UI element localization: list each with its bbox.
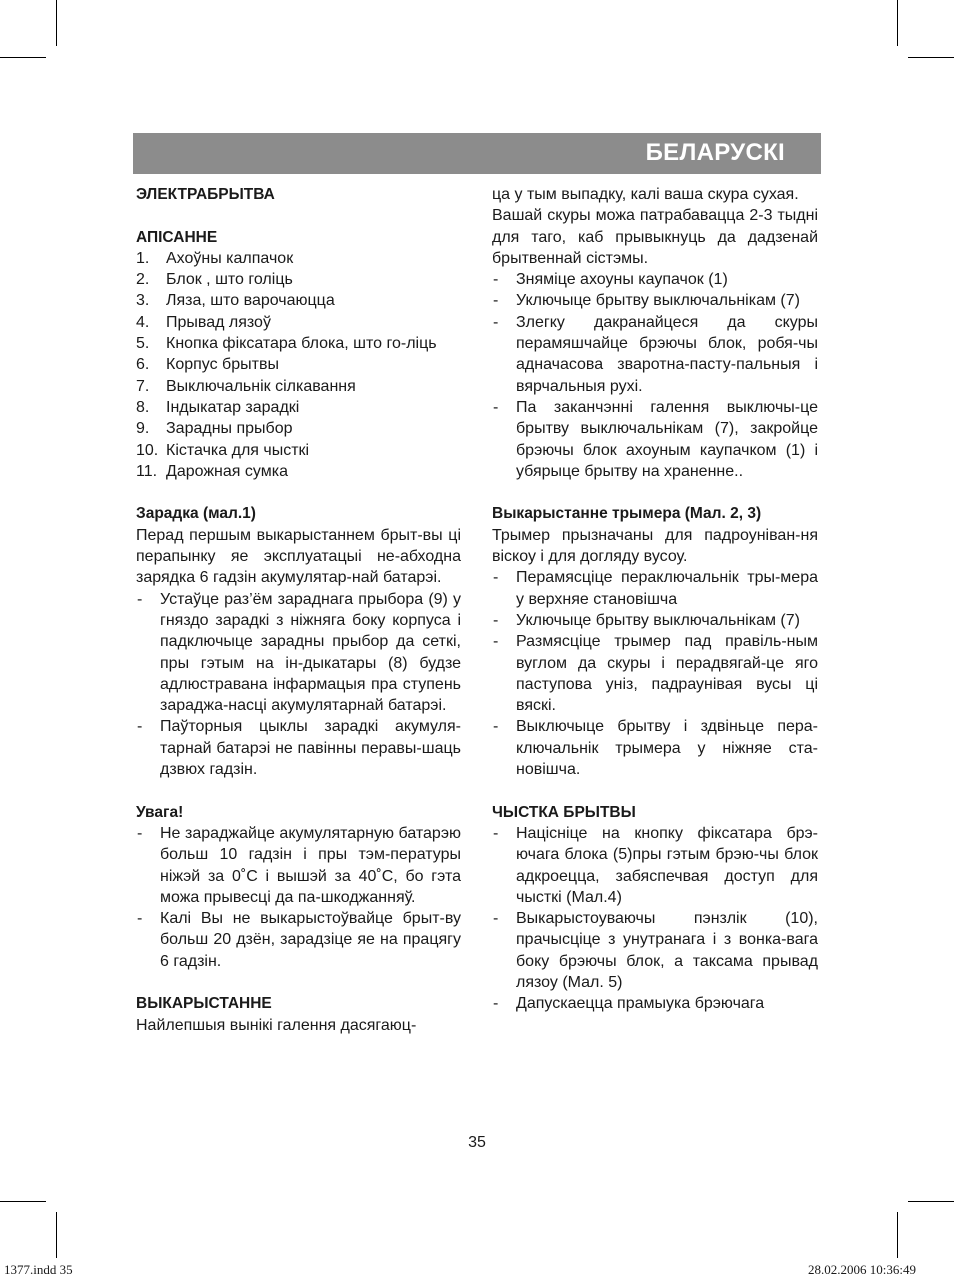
page-number: 35: [468, 1134, 486, 1151]
list-item: - Перамясціце пераключальнік тры-мера у верхняе становішча: [493, 569, 818, 608]
list-item: - Па заканчэнні галення выключы-це брытву выключальнікам (7), закройце брэючы блок ахоуным каупачком (1) і убярыце брытву на храненне..: [493, 398, 818, 480]
list-item: 2. Блок , што голіць: [136, 271, 293, 289]
cleaning-heading: ЧЫСТКА БРЫТВЫ: [492, 803, 636, 821]
list-item: 11. Дарожная сумка: [136, 462, 288, 480]
crop-mark: [56, 1212, 57, 1258]
product-title: ЭЛЕКТРАБРЫТВА: [136, 186, 275, 203]
list-item: - Зняміце ахоуны каупачок (1): [493, 271, 728, 289]
list-item: - Націсніце на кнопку фіксатара брэ-ючага блока (5)пры гэтым брэю-чы блок адкроецца, забяспечвая доступ для чысткі (Мал.4): [493, 824, 818, 906]
list-item: - Уключыце брытву выключальнікам (7): [493, 611, 800, 629]
trimmer-text: Трымер прызначаны для падроуніван-ня віскоу і для догляду вусоу.: [492, 526, 818, 566]
list-item: 5. Кнопка фіксатара блока, што го-ліць: [136, 335, 437, 353]
list-item: - Злегку дакранайцеся да скуры перамяшчайце брэючы блок, робя-чы адначасова зваротна-пасту-пальныя і вярчальныя рухі.: [493, 313, 818, 395]
crop-mark: [908, 57, 954, 58]
language-header: [133, 133, 821, 174]
list-item: - Не зараджайце акумулятарную батарэю больш 10 гадзін і пры тэм-пературы ніжэй за 0˚С і вышэй за 40˚С, бо гэта можа прывесці да па-шкоджанняў.: [137, 824, 461, 906]
charging-heading: Зарадка (мал.1): [136, 505, 256, 523]
use-text-2: Вашай скуры можа патрабавацца 2-3 тыдні для таго, каб прывыкнуць да дадзенай брытвеннай сістэмы.: [492, 207, 818, 267]
list-item: 10. Кістачка для чысткі: [136, 441, 310, 459]
charging-text: Перад першым выкарыстаннем брыт-вы ці перапынку яе эксплуатацыі не-абходна зарядка 6 гадзін акумулятар-най батарэі.: [136, 526, 461, 587]
crop-mark: [908, 1201, 954, 1202]
file-slug: 1377.indd 35: [4, 1262, 73, 1277]
list-item: 9. Зарадны прыбор: [136, 420, 293, 438]
trimmer-heading: Выкарыстанне трымера (Мал. 2, 3): [492, 505, 762, 523]
use-text-continued: ца у тым выпадку, калі ваша скура сухая.: [492, 186, 799, 203]
list-item: - Выкарыстоуваючы пэнзлік (10), прачысціце з унутранага і з вонка-вага боку брэючы блок, а таксама прывад лязоу (Мал. 5): [493, 910, 818, 991]
list-item: - Дапускаецца прамыука брэючага: [493, 995, 765, 1013]
crop-mark: [897, 1212, 898, 1258]
list-item: - Калі Вы не выкарыстоўвайце брыт-ву больш 20 дзён, зарадзіце яе на працягу 6 гадзін.: [137, 910, 461, 970]
list-item: 1. Ахоўны калпачок: [136, 249, 294, 267]
list-item: - Уключыце брытву выключальнікам (7): [493, 292, 800, 310]
parts-list: [136, 248, 461, 482]
list-item: - Устаўце раз’ём зараднага прыбора (9) у гняздо зарадкі з ніжняга боку корпуса і падключыце зарадны прыбор да сеткі, пры гэтым на ін-дыкатары (8) будзе адлюстравана інфармацыя пра ступень зараджа-насці акумулятарнай батарэі.: [137, 590, 461, 715]
list-item: - Размясціце трымер пад правіль-ным вуглом да скуры і перадвягай-це яго паступова уніз, падраунівая вусы ці вяскі.: [493, 633, 818, 715]
left-column: [136, 184, 461, 1036]
use-heading: ВЫКАРЫСТАННЕ: [136, 995, 272, 1013]
right-column: [492, 184, 818, 1015]
list-item: - Паўторныя цыклы зарадкі акумуля-тарнай батарэі не павінны перавы-шаць дзвюх гадзін.: [137, 718, 461, 779]
crop-mark: [0, 57, 46, 58]
list-item: 3. Ляза, што варочаюцца: [136, 292, 335, 310]
language-title: БЕЛАРУСКІ: [645, 139, 785, 166]
date-slug: 28.02.2006 10:36:49: [808, 1262, 916, 1277]
list-item: 8. Індыкатар зарадкі: [136, 398, 300, 416]
crop-mark: [56, 0, 57, 46]
warning-heading: Увага!: [136, 803, 184, 821]
list-item: 6. Корпус брытвы: [136, 356, 279, 374]
crop-mark: [0, 1201, 46, 1202]
list-item: 7. Выключальнік сілкавання: [136, 377, 356, 395]
list-item: 4. Прывад лязоў: [136, 313, 271, 331]
description-heading: АПІСАННЕ: [136, 228, 218, 246]
crop-mark: [897, 0, 898, 46]
list-item: - Выключыце брытву і здвіньце пера-ключальнік трымера у ніжняе ста-новішча.: [493, 718, 818, 779]
use-text: Найлепшыя вынікі галення дасягаюц-: [136, 1016, 417, 1034]
